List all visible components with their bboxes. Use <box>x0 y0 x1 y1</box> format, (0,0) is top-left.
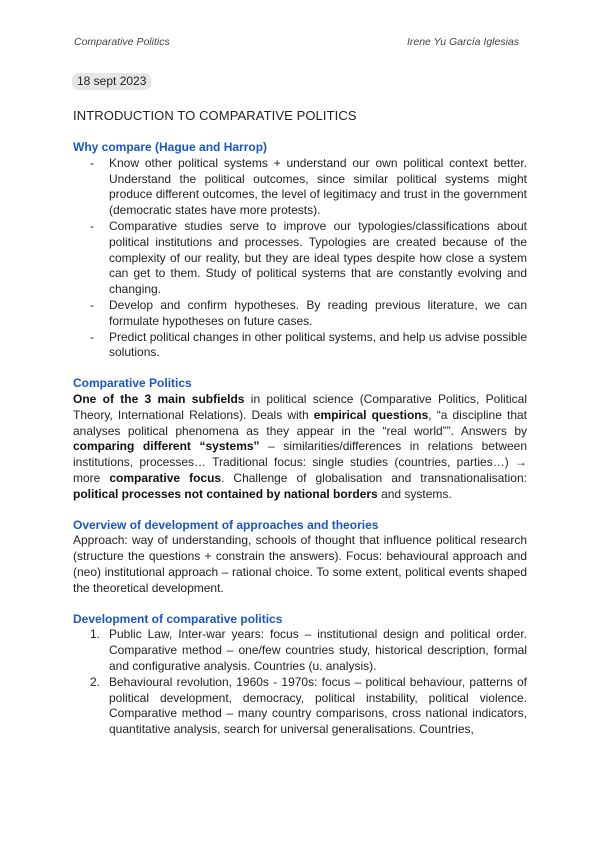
document-title: INTRODUCTION TO COMPARATIVE POLITICS <box>73 108 357 123</box>
list-item <box>90 674 527 738</box>
bold-text: comparative focus <box>109 470 222 485</box>
date-chip[interactable]: 18 sept 2023 <box>72 73 151 90</box>
section-comparative-politics <box>73 376 527 502</box>
list-item: - Comparative studies serve to improve our typologies/classifications about political institutions and processes. Typologies are created because of the complexity of our reality, but they are ideal types despite how close a system can get to them. Study of political systems that are constantly evolving and changing. <box>109 219 527 298</box>
list-item: - Develop and confirm hypotheses. By reading previous literature, we can formulate hypotheses on future cases. <box>109 298 527 330</box>
list-number: 2. <box>90 674 101 689</box>
section-heading: Why compare (Hague and Harrop) <box>73 140 268 154</box>
header-course-title: Comparative Politics <box>74 36 170 48</box>
text: – similarities/differences in relations between institutions, processes… Traditional focus: single studies (countries, parties…) → more <box>73 439 528 485</box>
list-item-text: Behavioural revolution, 1960s - 1970s: focus – political behaviour, patterns of political development, democracy, political instability, political violence. Comparative method – many country comparisons, cross national indicators, quantitative analysis, search for universal generalisations. Countries, <box>109 674 527 737</box>
list-item <box>90 627 527 674</box>
bold-text: One of the 3 main subfields <box>73 391 245 406</box>
bold-text: comparing different “systems” <box>73 439 260 454</box>
section-overview <box>73 518 527 597</box>
why-compare-list <box>73 156 527 361</box>
bold-text: political processes not contained by national borders <box>73 486 378 501</box>
paragraph <box>73 392 527 503</box>
text: and systems. <box>377 486 452 501</box>
text: . Challenge of globalisation and transnationalisation: <box>221 470 527 485</box>
section-heading: Development of comparative politics <box>73 611 283 626</box>
document-body <box>73 140 527 753</box>
section-heading: Comparative Politics <box>73 376 192 391</box>
list-item: - Predict political changes in other political systems, and help us advise possible solutions. <box>109 330 527 362</box>
header-author: Irene Yu García Iglesias <box>406 36 519 48</box>
list-number: 1. <box>90 627 101 642</box>
text: , “a discipline that analyses political phenomena as they appear in the “real world””. Answers by <box>73 407 528 438</box>
bold-text: empirical questions <box>313 407 429 422</box>
section-development <box>73 612 527 738</box>
section-why-compare <box>73 140 527 361</box>
text: in political science (Comparative Politics, Political Theory, International Relations). Deals with <box>73 391 527 422</box>
list-item-text: Public Law, Inter-war years: focus – institutional design and political order. Comparative method – one/few countries study, historical description, formal and configurative analysis. Countries (u. analysis). <box>109 627 527 673</box>
paragraph: Approach: way of understanding, schools of thought that influence political research (structure the questions + constrain the answers). Focus: behavioural approach and (neo) institutional approach – rational choice. To some extent, political events shaped the theoretical development. <box>73 533 527 595</box>
section-heading: Overview of development of approaches and theories <box>73 517 379 532</box>
development-list <box>73 627 527 738</box>
list-item: - Know other political systems + understand our own political context better. Understand the political outcomes, since similar political systems might produce different outcomes, the level of legitimacy and trust in the government (democratic states have more protests). <box>109 156 527 219</box>
